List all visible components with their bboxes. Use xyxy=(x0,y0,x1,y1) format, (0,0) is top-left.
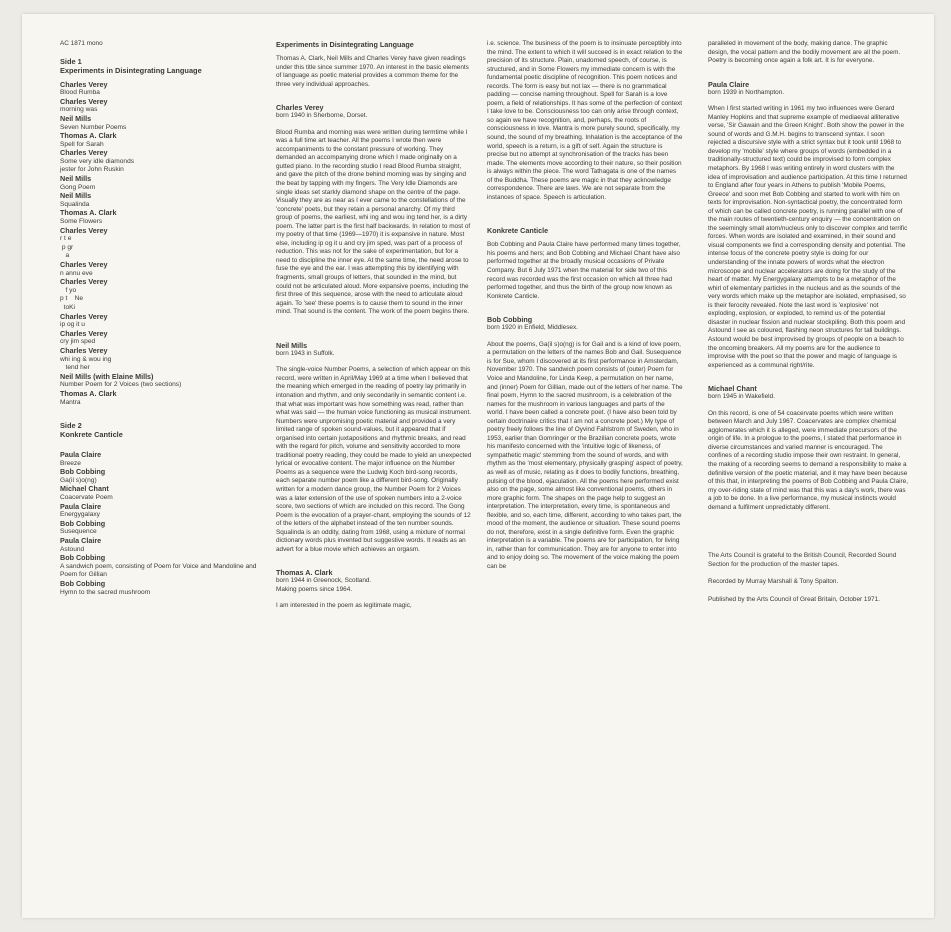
track-title: f yo p t Ne toKi xyxy=(60,286,84,311)
track-title: Blood Rumba xyxy=(60,89,100,97)
poet-notes-chant: On this record, is one of 54 coacervate poems which were written between March and July 1967. Coacervates are complex chemical agglomerates which it is alleged, were immediate precursors of the origin of life. In a prologue to the poems, I stated that performance in diverse circumstances and varied manner is encouraged. The confines of a recording studio impose their own restraint. In general, the making of a recording seems to demand a responsibility to make a definitive version of the poetic material, and it may have been because of this that, in interpreting the poems of Bob Cobbing and Paula Claire, my over-riding state of mind was that this was a day's work, there was a job to be done. In a live performance, my musical instincts would demand a fulfilment unpredictably different. xyxy=(708,409,909,511)
side2-block xyxy=(60,421,260,597)
track-author: Charles Verey xyxy=(60,328,108,338)
track-author: Paula Claire xyxy=(60,536,102,546)
track-title: Coacervate Poem xyxy=(60,494,113,502)
cobbing-notes-continued: paralleled in movement of the body, making dance. The graphic design, the vocal pattern and the bodily movement are all the poem. Poetry is becoming once again a folk art. It is for everyone. xyxy=(708,40,901,65)
catalog-number: AC 1871 mono xyxy=(60,40,103,47)
track-title: Gong Poem xyxy=(60,183,96,191)
poet-name-claire: Paula Claire xyxy=(708,79,750,89)
track-title: Spell for Sarah xyxy=(60,140,104,148)
track-author: Charles Verey xyxy=(60,225,108,235)
poet-notes-clark: I am interested in the poem as legitimate magic, xyxy=(276,602,412,610)
track-author: Paula Claire xyxy=(60,450,102,460)
track-author: Thomas A. Clark xyxy=(60,131,117,141)
track-title: whi ing & wou ing tend her xyxy=(60,355,112,372)
track-author: Neil Mills (with Elaine Mills) xyxy=(60,371,154,381)
track-title: Hymn to the sacred mushroom xyxy=(60,588,151,596)
track-author: Michael Chant xyxy=(60,484,109,494)
track-author: Bob Cobbing xyxy=(60,518,106,528)
side1-title: Experiments in Disintegrating Language xyxy=(60,65,202,75)
poet-name-mills: Neil Mills xyxy=(276,340,308,350)
track-title: Some very idle diamonds jester for John Ruskin xyxy=(60,157,135,174)
track-title: morning was xyxy=(60,106,98,114)
poet-bio-cobbing: born 1920 in Enfield, Middlesex. xyxy=(487,324,578,332)
intro-paragraph: Thomas A. Clark, Neil Mills and Charles Verey have given readings under this title since summer 1970. An interest in the basic elements of language as poetic material provides a common theme for the three very individual approaches. xyxy=(276,55,469,88)
section-heading-experiments: Experiments in Disintegrating Language xyxy=(276,40,414,49)
track-title: Astound xyxy=(60,545,85,553)
credits-block xyxy=(708,552,908,604)
track-title: n annu eve xyxy=(60,269,93,277)
poet-name-chant: Michael Chant xyxy=(708,384,757,394)
track-title: Squalinda xyxy=(60,200,90,208)
track-author: Thomas A. Clark xyxy=(60,208,117,218)
track-title: Mantra xyxy=(60,398,81,406)
credit-arts-council: The Arts Council is grateful to the British Council, Recorded Sound Section for the production of the master tapes. xyxy=(708,552,897,568)
poet-bio-mills: born 1943 in Suffolk. xyxy=(276,349,335,357)
track-author: Charles Verey xyxy=(60,311,108,321)
track-author: Bob Cobbing xyxy=(60,467,106,477)
poet-notes-cobbing: About the poems, Ga(il s)o(ng) is for Gail and is a kind of love poem, a permutation on the letters of the names Bob and Gail. Susequence is for Sue, whom I discovered at its first performance in Amsterdam, November 1970. The sandwich poem consists of (outer) Poem for Voice and Mandoline, for Linda Keep, a permutation on her name, and (inner) Poem for Gillian, made out of the letters of her name. The final poem, Hymn to the sacred mushroom, is a celebration of the names for the mushroom in various languages and parts of the world. I have been called a concrete poet. (I have also been told by certain doctrinaire critics that I am not a concrete poet.) My type of poetry freely follows the line of Oyvind Fahlstrom of Sweden, who in 1953, earlier than Gomringer or the Brazilian concrete poets, wrote his manifesto concerned with the 'intuitive logic of likeness, of sympathetic magic' stemming from the sound of words, and with rhythm as the 'most elementary, physically grasping' aspect of poetry, as well as of music, relating as it does to bodily functions, breathing, pulsing of the blood, ejaculation. All the poems here performed exist also on the page, some almost like conventional poems, others in more graphic form. The shapes on the page help to suggest an interpretation. The interpretation, every time, is spontaneous and flexible, and so, each time, different, according to who takes part, the mood of the moment, the audience or situation. These sound poems do not, therefore, exist in a single definitive form. Even the graphic interpretation is a variable. The poems are for participation, for living in, rather than for communication. They are for anyone to enter into and to enjoy doing so. The movement of the voice making the poem can be xyxy=(487,340,683,570)
track-title: Ga(il s)o(ng) xyxy=(60,476,97,484)
poet-notes-verey: Blood Rumba and morning was were written during termtime while I was a full time art teacher. All the poems I wrote then were accompaniments to the constant pressure of working. They demanded an accompanying drone which I made originally on a gutted piano. In the recording studio I read Blood Rumba straight, and gave the pitch of the drone behind morning was by singing and the beat by tapping with my fingers. The Very Idle Diamonds are single ideas set starkly diamond shape on the centre of the page. Visually they are as near as I ever came to the constellations of the 'concrete' poets, but they retain a personal anarchy. Of my third group of poems, the earliest, whi ing and wou ing tend her, is a dirty poem. The latter part is the first half backwards. In relation to most of my poetry of that time (1969—1970) it is expansive in nature. Most else, including ip og it u and cry jim sped, was part of a process of reduction. This was not for the sake of experimentation, but for a need to discipline the inner eye. At the same time, the need arose to fuse the eye and the ear. I was attempting this by identifying with fragments, small groups of letters, that sounded in the mind, but could not be articulated aloud. More expansive poems, including the first three of this sequence, arose with the need to articulate aloud again. To 'see' these poems is to cause them to sound in the inner mind. That sound is the content. The work of the poem begins there. xyxy=(276,128,471,316)
side2-label: Side 2 xyxy=(60,421,82,431)
track-author: Thomas A. Clark xyxy=(60,388,117,398)
side1-track-list xyxy=(60,81,260,408)
notes-column-3 xyxy=(487,40,683,572)
poet-notes-mills: The single-voice Number Poems, a selection of which appear on this record, were written in April/May 1969 at a time when I believed that the meaning which emerged in the reading of poetry lay primarily in intonation and rhythm, and only secondarily in semantic content i.e. that what was important was how something was read, rather than what was said — the human voice functioning as musical instrument. Numbers were unpromising poetic material and provided a very limited range of spoken sound-values, but it appeared that if organised into certain juxtapositions and rhythmic breaks, and read with the regard for pitch, volume and sensitivity accorded to more traditional poetry reading, they could be made to yield an unexpected lyrical or evocative content. The major influence on the Number Poems as a sequence were the Ludwig Koch bird-song records, each separate number poem like a different bird-song. Originally written for a modern dance group, the Number Poem for 2 Voices was a later extension of the use of spoken numbers into a 2-voice score, two sections of which are included on this record. The Gong Poem is the evocation of a prayer-chant, employing the sounds of 12 of the letters of the alphabet instead of the ten number sounds. Squalinda is an oddity, dating from 1968, using a mixture of normal dictionary words plus invented but suggestive words. It reads as an advert for a blue movie which achieves an orgasm. xyxy=(276,366,472,553)
notes-column-4 xyxy=(708,40,908,613)
track-title: ip og it u xyxy=(60,321,85,329)
track-author: Charles Verey xyxy=(60,260,108,270)
track-title: Some Flowers xyxy=(60,218,103,226)
track-title: r t e p gr a xyxy=(60,235,74,260)
konkrete-intro: Bob Cobbing and Paula Claire have performed many times together, his poems and hers; and Bob Cobbing and Michael Chant have also performed together at the broadly musical occasions of Private Company. But 6 July 1971 when the material for side two of this record was recorded was the first occasion on which all three had performed together, and thus the birth of the group now known as Konkrete Canticle. xyxy=(487,241,681,300)
notes-column-2 xyxy=(276,40,472,611)
section-heading-konkrete: Konkrete Canticle xyxy=(487,226,549,236)
poet-bio-clark: born 1944 in Greenock, Scotland. Making poems since 1964. xyxy=(276,577,372,593)
track-title: Number Poem for 2 Voices (two sections) xyxy=(60,381,182,389)
track-title: Breeze xyxy=(60,459,81,467)
track-author: Charles Verey xyxy=(60,277,108,287)
side1-label: Side 1 xyxy=(60,56,82,66)
side2-title: Konkrete Canticle xyxy=(60,430,123,440)
track-title: Energygalaxy xyxy=(60,511,100,519)
track-author: Charles Verey xyxy=(60,148,108,158)
track-title: Seven Number Poems xyxy=(60,123,127,131)
track-author: Paula Claire xyxy=(60,501,102,511)
track-author: Charles Verey xyxy=(60,345,108,355)
track-author: Neil Mills xyxy=(60,174,92,184)
sleeve-page xyxy=(22,14,934,918)
track-author: Charles Verey xyxy=(60,79,108,89)
track-title: cry jim sped xyxy=(60,338,96,346)
track-title: Susequence xyxy=(60,528,97,536)
poet-bio-verey: born 1940 in Sherborne, Dorset. xyxy=(276,112,368,120)
credit-recorded-by: Recorded by Murray Marshall & Tony Spalton. xyxy=(708,578,839,586)
track-title: A sandwich poem, consisting of Poem for Voice and Mandoline and Poem for Gillian xyxy=(60,562,257,579)
poet-name-verey: Charles Verey xyxy=(276,103,324,113)
poet-notes-claire: When I first started writing in 1961 my two influences were Gerard Manley Hopkins and that supreme example of mediaeval alliterative verse, 'Sir Gawain and the Green Knight'. Both show the power in the sound of words and G.M.H. begins to transcend syntax. I soon rejected a discursive style with a strict syntax but it took until 1968 to develop my 'mobile' style where groups of words (embedded in a traditionally-structured text) could be improvised to form complex metaphors. By 1968 I was writing entirely in word clusters with the idea of improvisation and audience participation. At this time I returned to England after four years in Athens to publish 'Mobile Poems, Greece' and soon met Bob Cobbing and started to work with him on texts for improvisation. Non-syntactical poetry, the concentrated form of which can be called concrete poetry, is running parallel with one of the main routes of twentieth-century enquiry — the concentration on the seemingly small atom/nucleus only to discover complex and terrific forces. When words are isolated and examined, in their sound and visual components we find a corresponding density and potential. The intense focus of the concrete poetry style is doing for our understanding of the innate powers of words what the electron microscope and nuclear accelerators are doing for the study of the heart of matter. My Energygalaxy attempts to be a metaphor of the whirl of elementary particles in the nucleus and as the sounds of the very words which make up the metaphor are isolated, emphasised, so is their ferocity revealed. Note the last word is 'explosive' not exploding, explosion, or exploded, to remind us of the potential disaster in nuclear fission and nuclear stockpiling. Both this poem and Astound I see as coloured, flashing neon structures for tall buildings. Astound would be best improvised by groups of people on a beach to the oncoming breakers. All my poems are for the audience to improvise with the poet so that the power and magic of language is experienced as a communal right/rite. xyxy=(708,105,908,369)
track-author: Neil Mills xyxy=(60,191,92,201)
poet-name-clark: Thomas A. Clark xyxy=(276,568,333,578)
credit-published-by: Published by the Arts Council of Great Britain, October 1971. xyxy=(708,595,880,603)
poet-name-cobbing: Bob Cobbing xyxy=(487,315,533,325)
track-author: Bob Cobbing xyxy=(60,553,106,563)
side2-track-list xyxy=(60,451,260,597)
track-author: Neil Mills xyxy=(60,113,92,123)
poet-bio-claire: born 1939 in Northampton. xyxy=(708,88,785,96)
track-author: Bob Cobbing xyxy=(60,579,106,589)
track-author: Charles Verey xyxy=(60,96,108,106)
clark-notes-continued: i.e. science. The business of the poem is to insinuate perceptibly into the mind. The extent to which it will succeed is in exact relation to the precision of its structure. Plain, unadorned speech, of course, is structured, and in Some Flowers my immediate concern is with the fundamental poetic discipline of recognition. This poem notices and records. The form is easy but not lax — there is no grammatical padding — concise naming throughout. Spell for Sarah is a love poem, a field of relationships. It has some of the perfection of context I take love to be. Consciousness too can only arise through context, so again we have recognition, and, perhaps, the roots of consciousness in love. Mantra is more purely sound, specifically, my sound, the sound of my breathing. Inhalation is the acceptance of the world, speech is a return, is a gift of self. Again the structure is precise but no attempt at synchronisation of the tracks has been made. The elements move according to their nature, so their position is always within the piece. The word Tathagata is one of the names of the Buddha. These poems are magic in that they acknowledge correspondence. There are laws. We are not separate from the instances of space. Speech is articulation. xyxy=(487,40,683,201)
poet-bio-chant: born 1945 in Wakefield. xyxy=(708,393,775,401)
track-listing-column xyxy=(60,40,260,597)
